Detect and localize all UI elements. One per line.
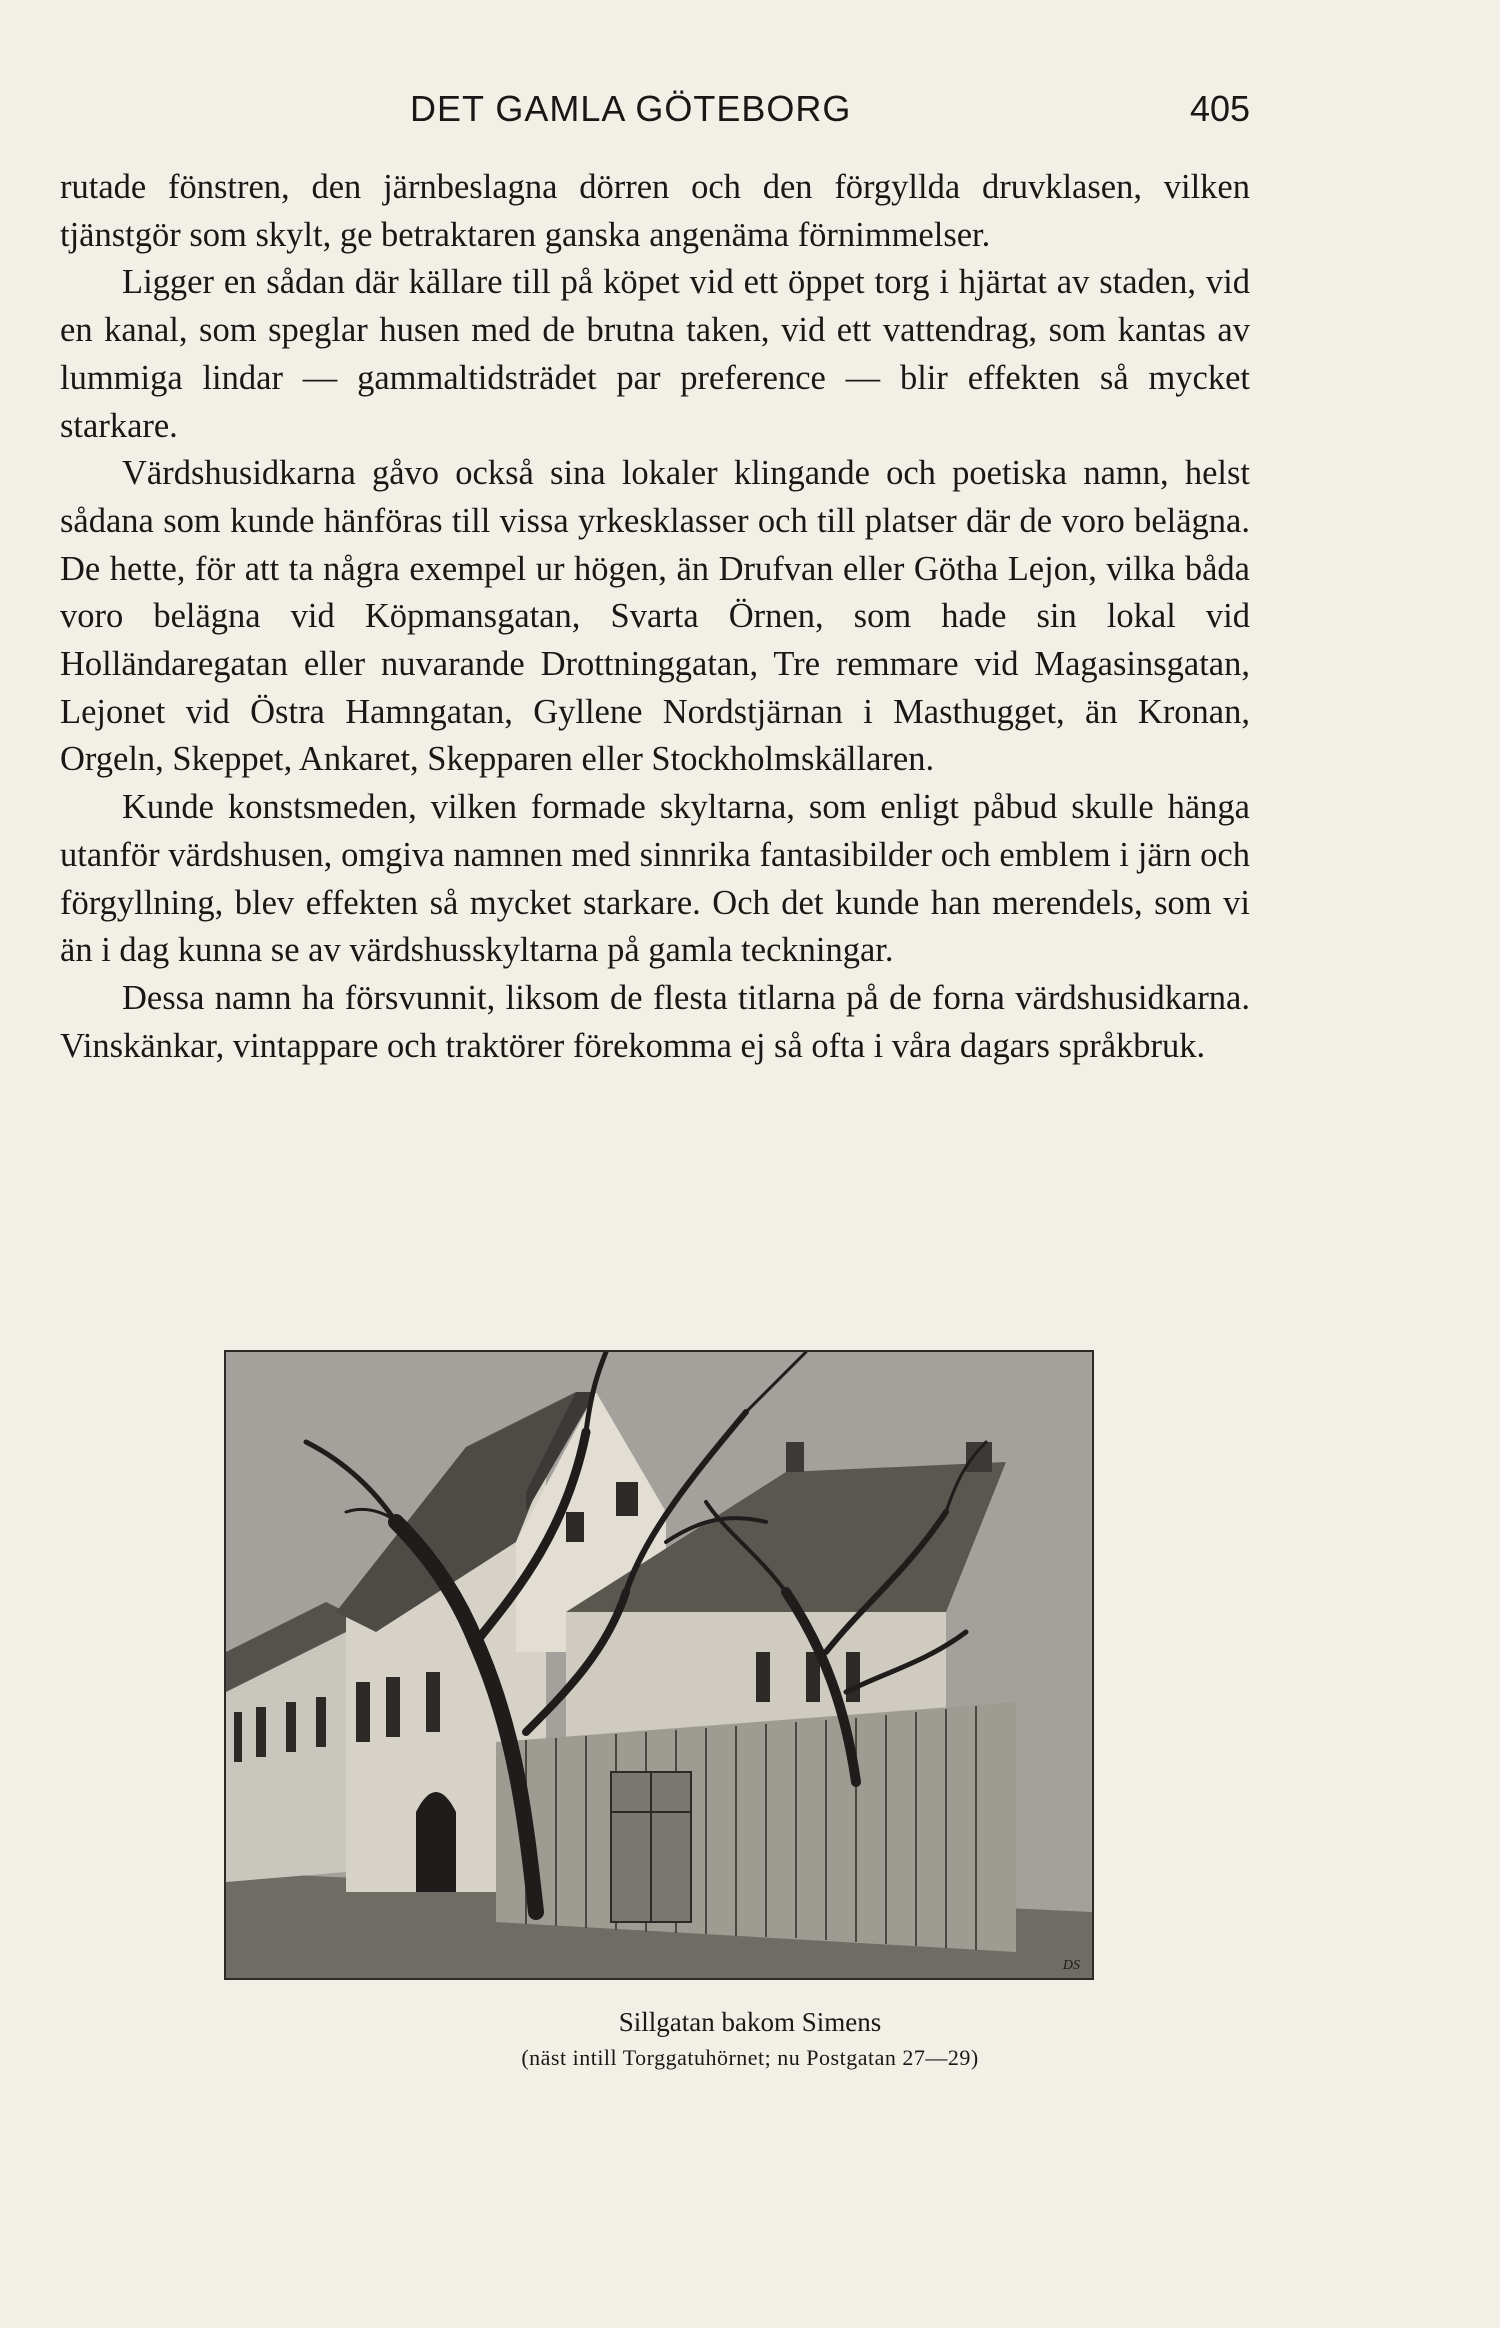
window	[234, 1712, 242, 1762]
running-title: DET GAMLA GÖTEBORG	[410, 88, 852, 129]
artist-signature: DS	[1062, 1958, 1080, 1973]
window	[566, 1512, 584, 1542]
window	[316, 1697, 326, 1747]
arched-doorway	[416, 1792, 456, 1892]
window	[426, 1672, 440, 1732]
window	[616, 1482, 638, 1516]
window	[256, 1707, 266, 1757]
paragraph-4: Kunde konstsmeden, vilken formade skyltarna, som enligt påbud skulle hänga utanför värdshusen, omgiva namnen med sinnrika fantasibilder och emblem i järn och förgyllning, blev effekten så mycket starkare. Och det kunde han merendels, som vi än i dag kunna se av värdshusskyltarna på gamla teckningar.	[60, 788, 1250, 970]
figure-subcaption: (näst intill Torggatuhörnet; nu Postgatan 27—29)	[521, 2045, 979, 2070]
paragraph-3: Värdshusidkarna gåvo också sina lokaler klingande och poetiska namn, helst sådana som kunde hänföras till vissa yrkesklasser och till platser där de voro belägna. De hette, för att ta några exempel ur högen, än Drufvan eller Götha Lejon, vilka båda voro belägna vid Köpmansgatan, Svarta Örnen, som hade sin lokal vid Holländaregatan eller nuvarande Drottninggatan, Tre remmare vid Magasinsgatan, Lejonet vid Östra Hamngatan, Gyllene Nordstjärnan i Masthugget, än Kronan, Orgeln, Skeppet, Ankaret, Skepparen eller Stockholmskällaren.	[60, 454, 1250, 779]
window	[286, 1702, 296, 1752]
illustration-sillgatan	[224, 1350, 1094, 1980]
window	[756, 1652, 770, 1702]
figure-caption: Sillgatan bakom Simens	[618, 2007, 882, 2037]
window	[386, 1677, 400, 1737]
paragraph-5: Dessa namn ha försvunnit, liksom de flesta titlarna på de forna värdshusidkarna. Vinskänkar, vintappare och traktörer förekomma ej så ofta i våra dagars språkbruk.	[60, 978, 1250, 1065]
street-drawing	[226, 1352, 1092, 1978]
page-number: 405	[1190, 88, 1251, 129]
window	[846, 1652, 860, 1702]
body-text	[60, 164, 1250, 1070]
paragraph-1: rutade fönstren, den järnbeslagna dörren och den förgyllda druvklasen, vilken tjänstgör som skylt, ge betraktaren ganska angenäma förnimmelser.	[60, 168, 1250, 254]
paragraph-2: Ligger en sådan där källare till på köpet vid ett öppet torg i hjärtat av staden, vid en kanal, som speglar husen med de brutna taken, vid ett vattendrag, som kantas av lummiga lindar — gammaltidsträdet par preference — blir effekten så mycket starkare.	[60, 263, 1250, 445]
chimney	[786, 1442, 804, 1472]
running-header	[0, 88, 1500, 138]
chimney	[966, 1442, 992, 1472]
wooden-fence	[496, 1702, 1016, 1952]
window	[356, 1682, 370, 1742]
